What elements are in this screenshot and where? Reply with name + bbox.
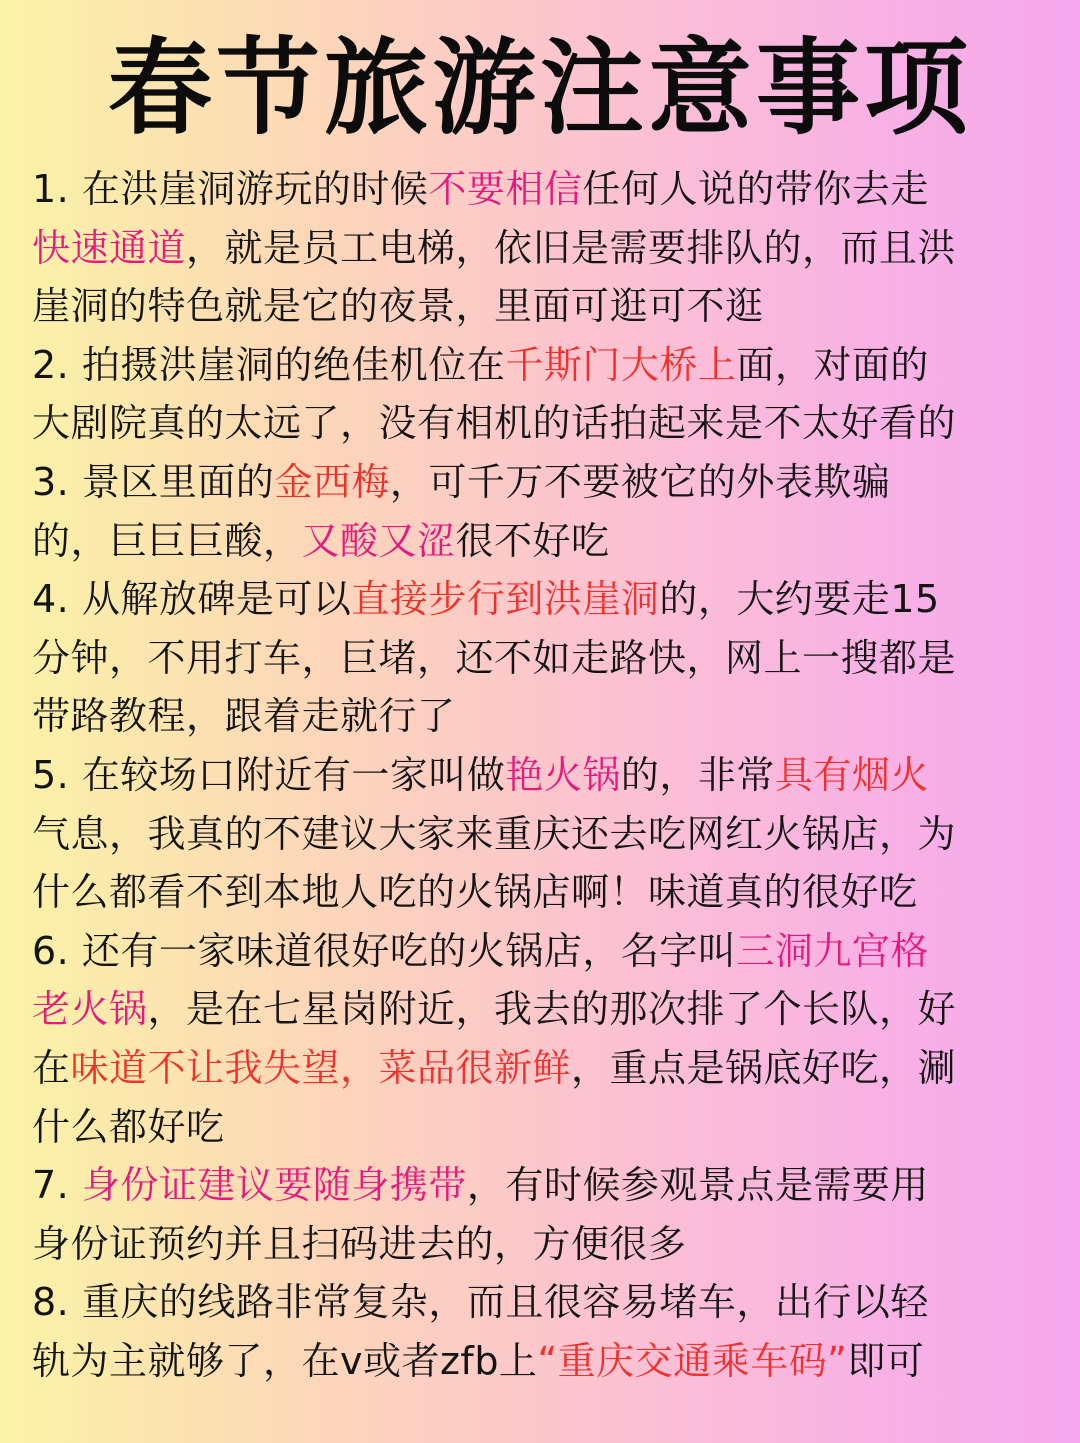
highlight-text: 味道不让我失望，菜品很新鲜: [70, 1045, 572, 1090]
tip-text: ，就是员工电梯，依旧是需要排队的，而且洪: [186, 225, 957, 270]
highlight-text: 直接步行到洪崖洞: [351, 577, 660, 622]
tip-item: [32, 746, 1062, 922]
highlight-text: 老火锅: [32, 987, 148, 1032]
tip-text: 面，对面的: [736, 342, 929, 387]
tip-line: [32, 1039, 1062, 1098]
highlight-text: 三洞九宫格: [736, 928, 929, 973]
highlight-text: 不要相信: [428, 167, 583, 211]
tip-item: [32, 1156, 1062, 1273]
tip-item: [32, 1273, 1062, 1390]
tip-text: ，重点是锅底好吃，涮: [571, 1045, 957, 1090]
tip-text: 轨为主就够了，在v或者zfb上: [32, 1338, 538, 1383]
tip-text: 在: [32, 1045, 71, 1090]
tip-text: 8. 重庆的线路非常复杂，而且很容易堵车，出行以轻: [32, 1280, 929, 1325]
highlight-text: “重庆交通乘车码”: [537, 1338, 848, 1383]
tip-text: ，有时候参观景点是需要用: [466, 1163, 929, 1208]
highlight-text: 又酸又涩: [301, 518, 456, 563]
tip-text: 大剧院真的太远了，没有相机的话拍起来是不太好看的: [32, 401, 957, 446]
tip-line: [32, 1215, 1062, 1274]
highlight-text: 千斯门大桥上: [505, 342, 737, 387]
tip-line: [32, 336, 1062, 395]
tip-line: [32, 980, 1062, 1039]
tip-text: 5. 在较场口附近有一家叫做: [32, 752, 506, 797]
tip-text: 的，非常: [620, 752, 775, 797]
tip-line: [32, 570, 1062, 629]
tip-text: 任何人说的带你去走: [582, 167, 929, 211]
tip-text: 2. 拍摄洪崖洞的绝佳机位在: [32, 342, 506, 387]
highlight-text: 具有烟火: [774, 752, 929, 797]
tip-text: 什么都好吃: [32, 1104, 225, 1149]
tip-text: 什么都看不到本地人吃的火锅店啊！味道真的很好吃: [32, 870, 918, 915]
tip-text: 气息，我真的不建议大家来重庆还去吃网红火锅店，为: [32, 811, 957, 856]
tip-text: ，是在七星岗附近，我去的那次排了个长队，好: [147, 987, 957, 1032]
tip-line: [32, 512, 1062, 571]
tip-text: 带路教程，跟着走就行了: [32, 694, 456, 739]
tip-text: 崖洞的特色就是它的夜景，里面可逛可不逛: [32, 284, 764, 329]
tip-text: 6. 还有一家味道很好吃的火锅店，名字叫: [32, 928, 737, 973]
tip-text: 很不好吃: [455, 518, 610, 563]
highlight-text: 快速通道: [32, 225, 187, 270]
tip-line: [32, 453, 1062, 512]
tip-text: ，可千万不要被它的外表欺骗: [389, 459, 891, 504]
tip-line: [32, 277, 1062, 336]
tip-text: 分钟，不用打车，巨堵，还不如走路快，网上一搜都是: [32, 635, 957, 680]
tip-line: [32, 922, 1062, 981]
tip-line: [32, 1098, 1062, 1157]
tip-line: [32, 746, 1062, 805]
tip-text: 的，大约要走15: [659, 577, 940, 622]
tip-item: [32, 336, 1062, 453]
tip-text: 即可: [847, 1338, 925, 1383]
tip-line: [32, 805, 1062, 864]
tip-line: [32, 219, 1062, 278]
tip-text: 1. 在洪崖洞游玩的时候: [32, 167, 429, 211]
tip-text: 7.: [32, 1163, 82, 1208]
tip-line: [32, 863, 1062, 922]
tip-line: [32, 1273, 1062, 1332]
tip-text: 4. 从解放碑是可以: [32, 577, 352, 622]
tip-item: [32, 922, 1062, 1156]
tip-line: [32, 160, 1062, 219]
tip-line: [32, 687, 1062, 746]
tip-item: [32, 570, 1062, 746]
page-title: 春节旅游注意事项: [107, 27, 972, 149]
tip-line: [32, 1332, 1062, 1391]
tip-text: 身份证预约并且扫码进去的，方便很多: [32, 1221, 687, 1266]
tip-line: [32, 1156, 1062, 1215]
tip-line: [32, 394, 1062, 453]
highlight-text: 身份证建议要随身携带: [81, 1163, 467, 1208]
tip-item: [32, 160, 1062, 336]
highlight-text: 艳火锅: [505, 752, 621, 797]
highlight-text: 金西梅: [274, 459, 390, 504]
tip-line: [32, 629, 1062, 688]
tip-text: 的，巨巨巨酸，: [32, 518, 302, 563]
tip-item: [32, 453, 1062, 570]
tips-list: [32, 160, 1062, 1390]
tip-text: 3. 景区里面的: [32, 459, 275, 504]
